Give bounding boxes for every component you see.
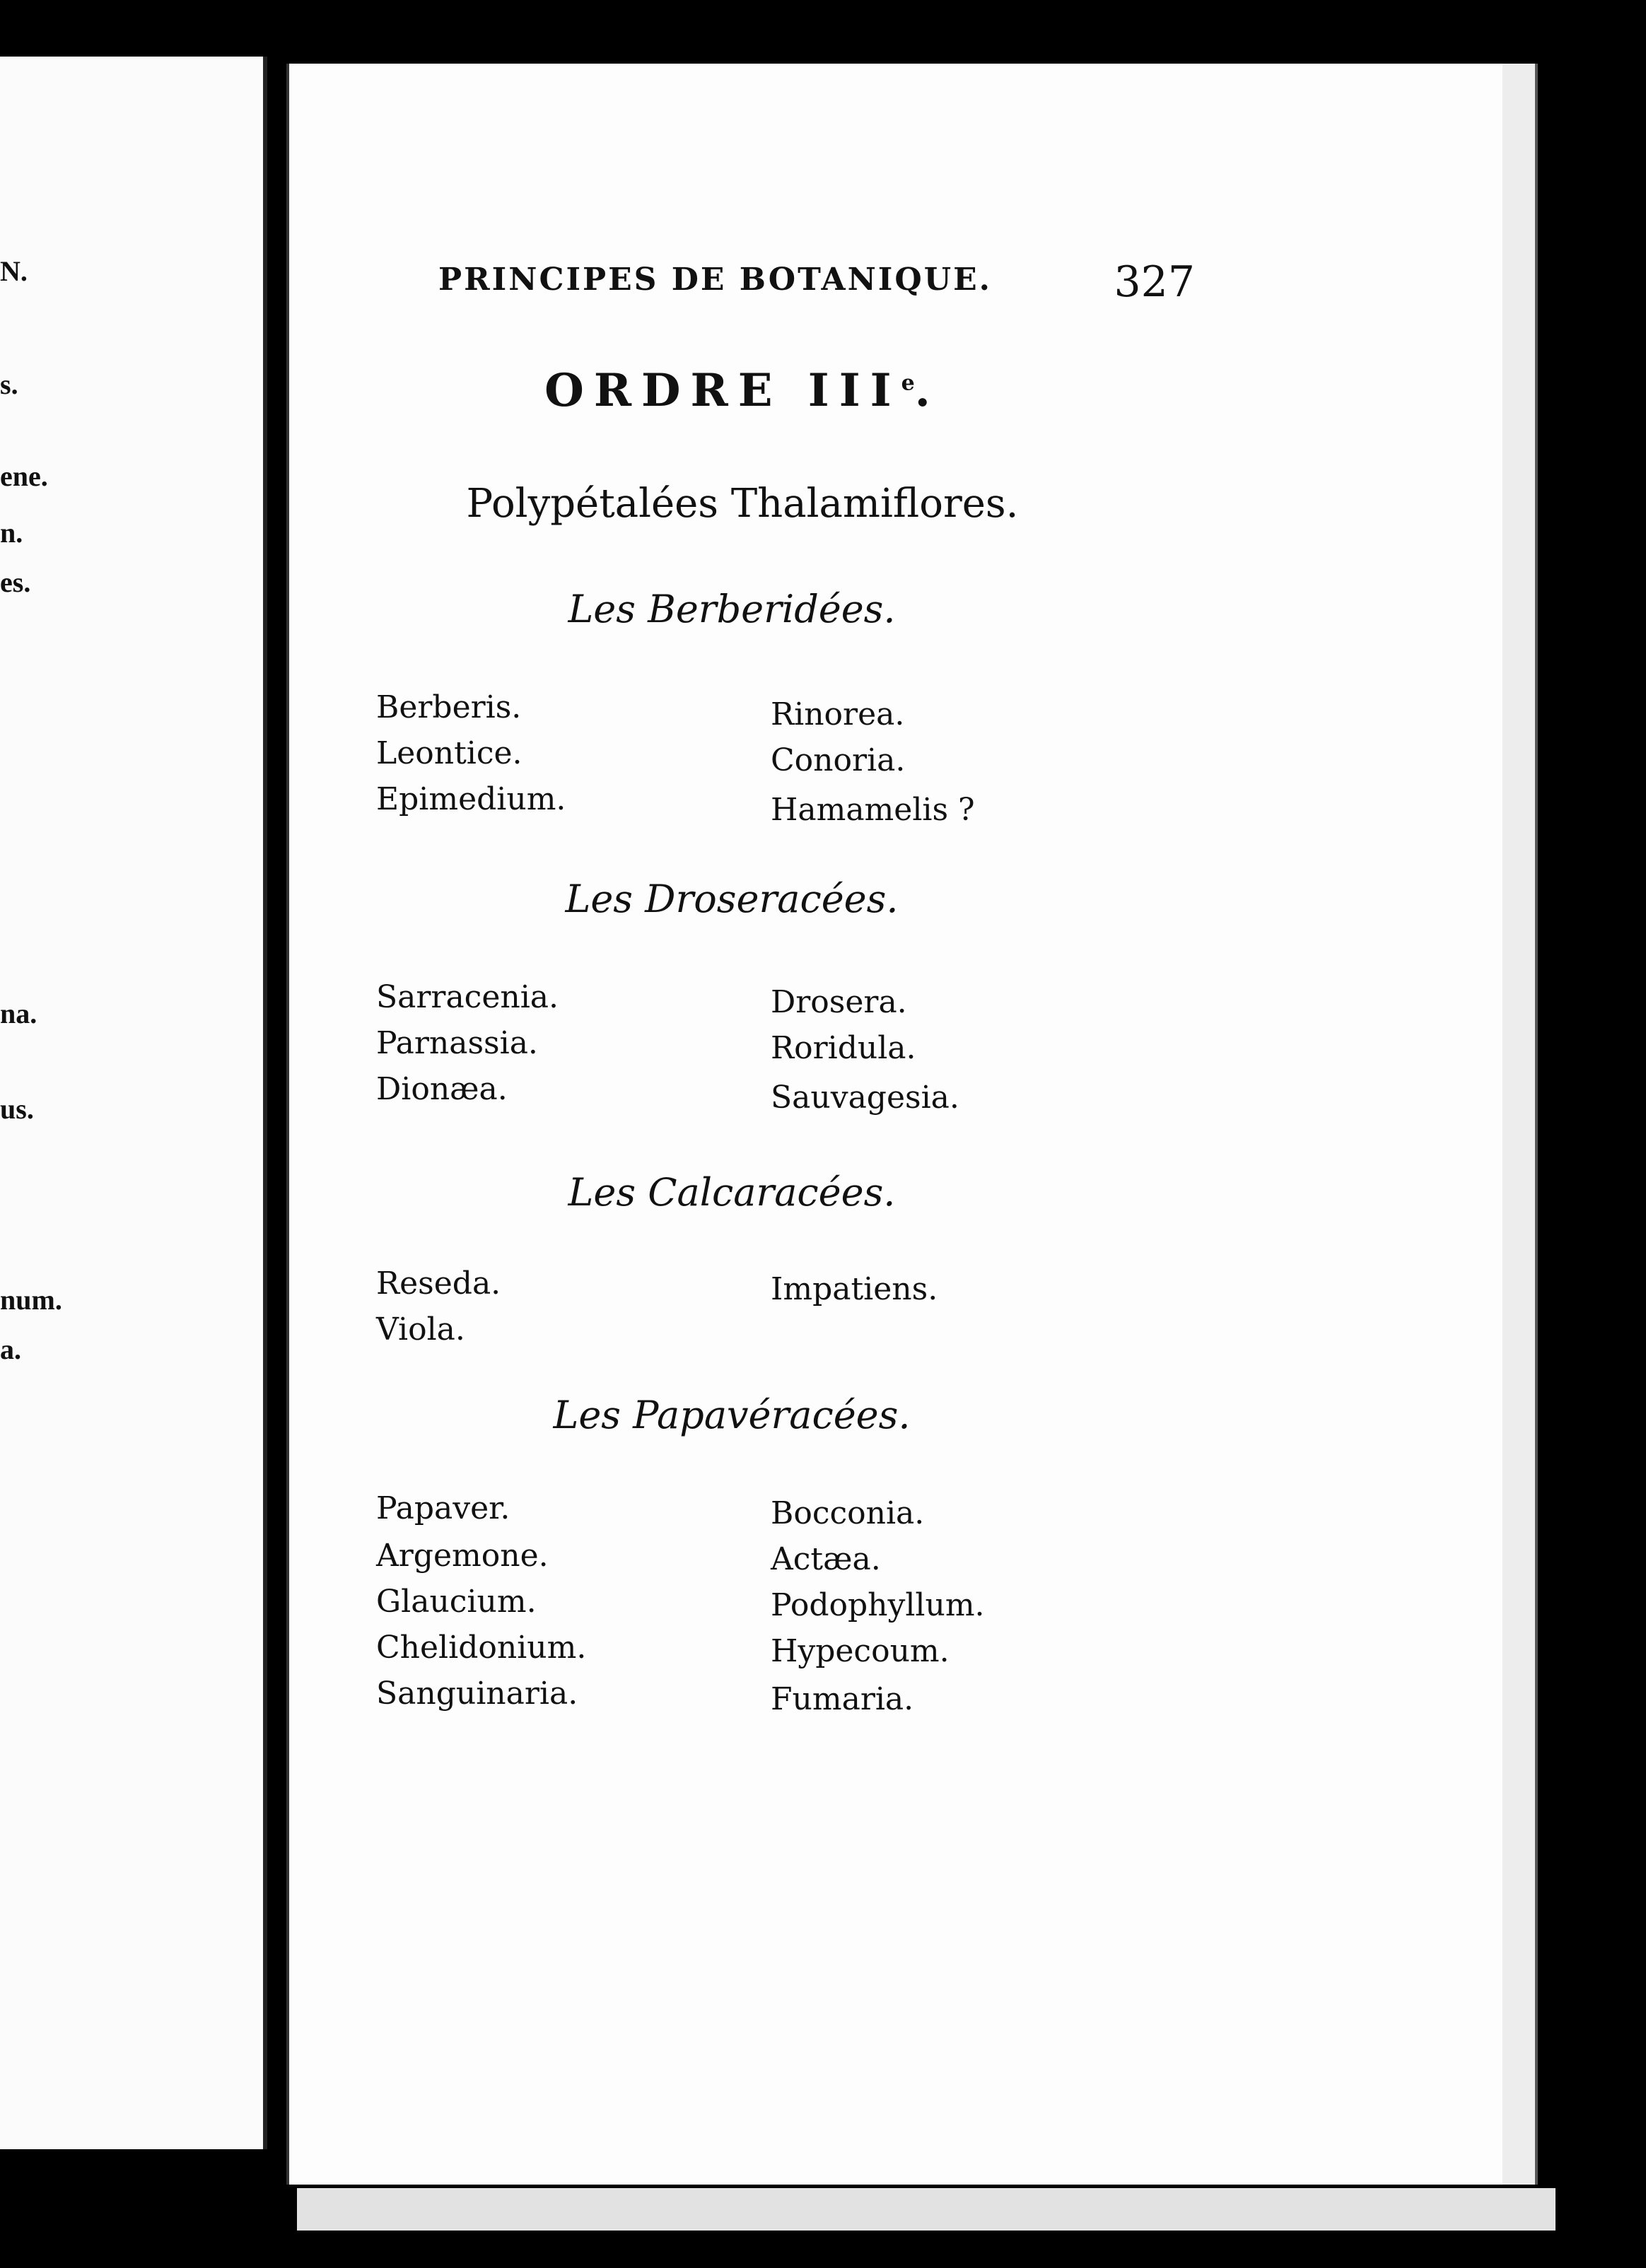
family-heading: Les Droseracées. (565, 877, 899, 921)
genus-name: Berberis. (376, 689, 522, 725)
genus-name: Sarracenia. (376, 979, 559, 1015)
genus-name: Drosera. (771, 984, 907, 1020)
group-title: Polypétalées Thalamiflores. (466, 481, 1019, 527)
genus-name: Fumaria. (771, 1681, 914, 1717)
order-heading (424, 364, 1061, 417)
facing-page-fragment: n. (0, 517, 23, 549)
genus-name: Glaucium. (376, 1584, 537, 1620)
family-heading: Les Calcaracées. (568, 1170, 896, 1215)
genus-name: Conoria. (771, 742, 906, 778)
running-head-title: PRINCIPES DE BOTANIQUE. (438, 262, 992, 298)
genus-name: Argemone. (376, 1538, 549, 1574)
facing-page (0, 57, 267, 2149)
page-edge (297, 2188, 1555, 2231)
genus-name: Hamamelis ? (771, 792, 975, 828)
facing-page-fragment: a. (0, 1333, 21, 1365)
genus-name: Sanguinaria. (376, 1676, 578, 1712)
genus-name: Hypecoum. (771, 1633, 950, 1669)
running-head (438, 257, 1195, 311)
genus-name: Roridula. (771, 1030, 916, 1066)
genus-name: Impatiens. (771, 1271, 938, 1307)
genus-name: Bocconia. (771, 1495, 925, 1531)
facing-page-fragment: N. (0, 255, 28, 287)
facing-page-fragment: s. (0, 368, 18, 400)
page-number: 327 (1114, 257, 1195, 307)
family-heading: Les Papavéracées. (553, 1393, 911, 1437)
genus-name: Rinorea. (771, 696, 905, 732)
genus-name: Actæa. (771, 1541, 881, 1577)
facing-page-fragment: num. (0, 1284, 62, 1316)
genus-name: Podophyllum. (771, 1587, 985, 1623)
genus-name: Reseda. (376, 1265, 501, 1302)
facing-page-fragment: es. (0, 566, 31, 598)
order-suffix: e (901, 370, 915, 396)
genus-name: Leontice. (376, 735, 523, 771)
genus-name: Epimedium. (376, 781, 566, 817)
order-period: . (914, 364, 940, 417)
genus-name: Viola. (376, 1311, 465, 1348)
genus-name: Sauvagesia. (771, 1080, 959, 1116)
order-label: ORDRE III (544, 364, 901, 417)
genus-name: Dionæa. (376, 1071, 508, 1107)
facing-page-fragment: ene. (0, 460, 48, 492)
genus-name: Parnassia. (376, 1025, 538, 1061)
family-heading: Les Berberidées. (568, 587, 896, 631)
facing-page-fragment: na. (0, 998, 37, 1029)
genus-name: Papaver. (376, 1490, 510, 1526)
genus-name: Chelidonium. (376, 1630, 587, 1666)
facing-page-fragment: us. (0, 1093, 34, 1125)
